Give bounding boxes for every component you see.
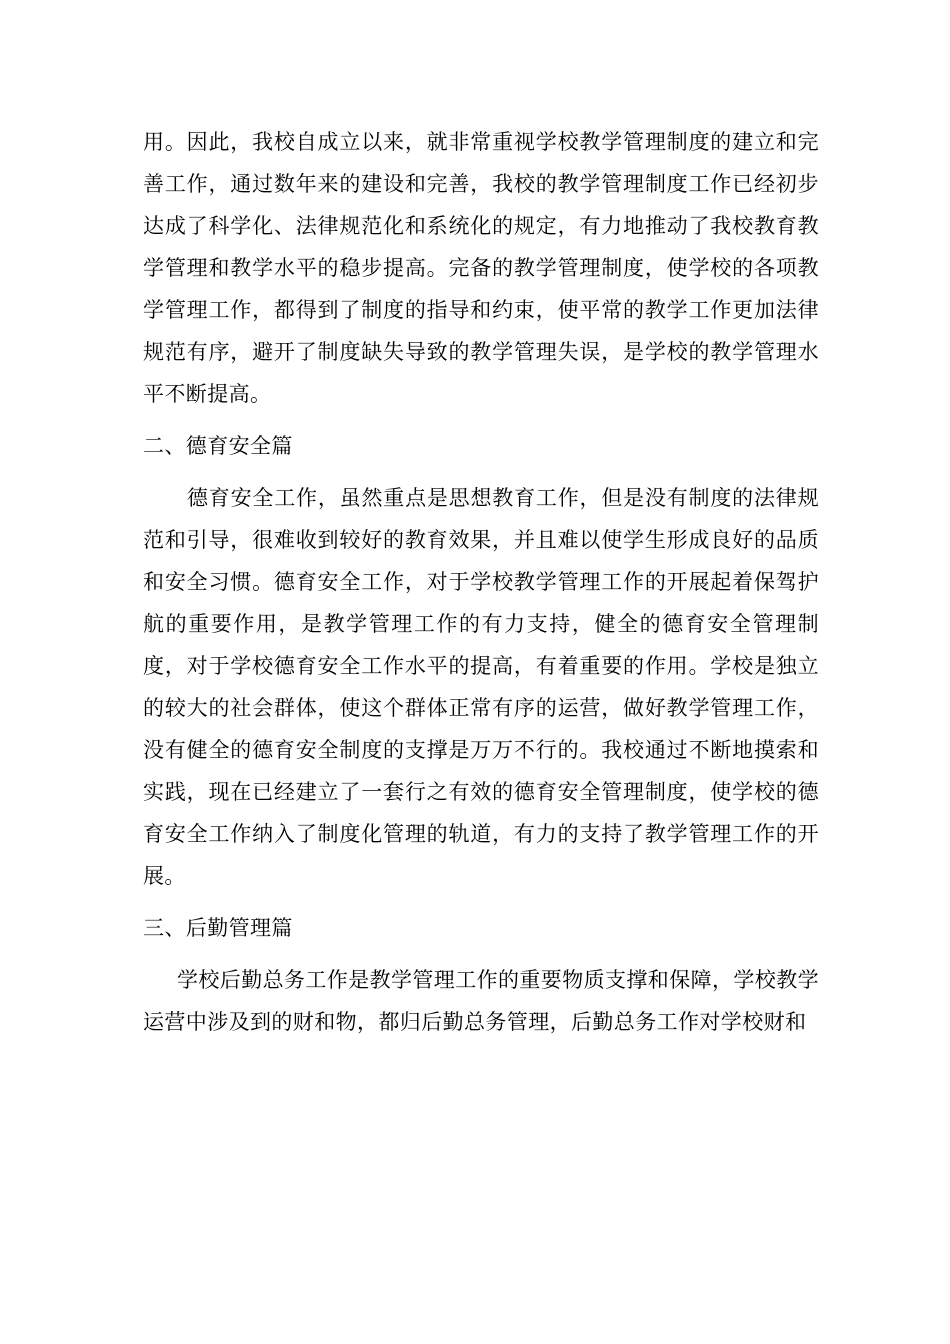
paragraph-moral-safety: 德育安全工作，虽然重点是思想教育工作，但是没有制度的法律规范和引导，很难收到较好的教育效果，并且难以使学生形成良好的品质和安全习惯。德育安全工作，对于学校教学管理工作的开展起着保驾护航的重要作用，是教学管理工作的有力支持，健全的德育安全管理制度，对于学校德育安全工作水平的提高，有着重要的作用。学校是独立的较大的社会群体，使这个群体正常有序的运营，做好教学管理工作，没有健全的德育安全制度的支撑是万万不行的。我校通过不断地摸索和实践，现在已经建立了一套行之有效的德育安全管理制度，使学校的德育安全工作纳入了制度化管理的轨道，有力的支持了教学管理工作的开展。	[143, 486, 819, 888]
document-body	[143, 121, 819, 1053]
paragraph-teaching-management: 用。因此，我校自成立以来，就非常重视学校教学管理制度的建立和完善工作，通过数年来的建设和完善，我校的教学管理制度工作已经初步达成了科学化、法律规范化和系统化的规定，有力地推动了我校教育教学管理和教学水平的稳步提高。完备的教学管理制度，使学校的各项教学管理工作，都得到了制度的指导和约束，使平常的教学工作更加法律规范有序，避开了制度缺失导致的教学管理失误，是学校的教学管理水平不断提高。	[143, 130, 819, 406]
section-heading-moral-safety: 二、德育安全篇	[143, 434, 293, 458]
section-heading-logistics: 三、后勤管理篇	[143, 916, 293, 940]
paragraph-logistics: 学校后勤总务工作是教学管理工作的重要物质支撑和保障，学校教学运营中涉及到的财和物，都归后勤总务管理，后勤总务工作对学校财和	[143, 968, 819, 1034]
